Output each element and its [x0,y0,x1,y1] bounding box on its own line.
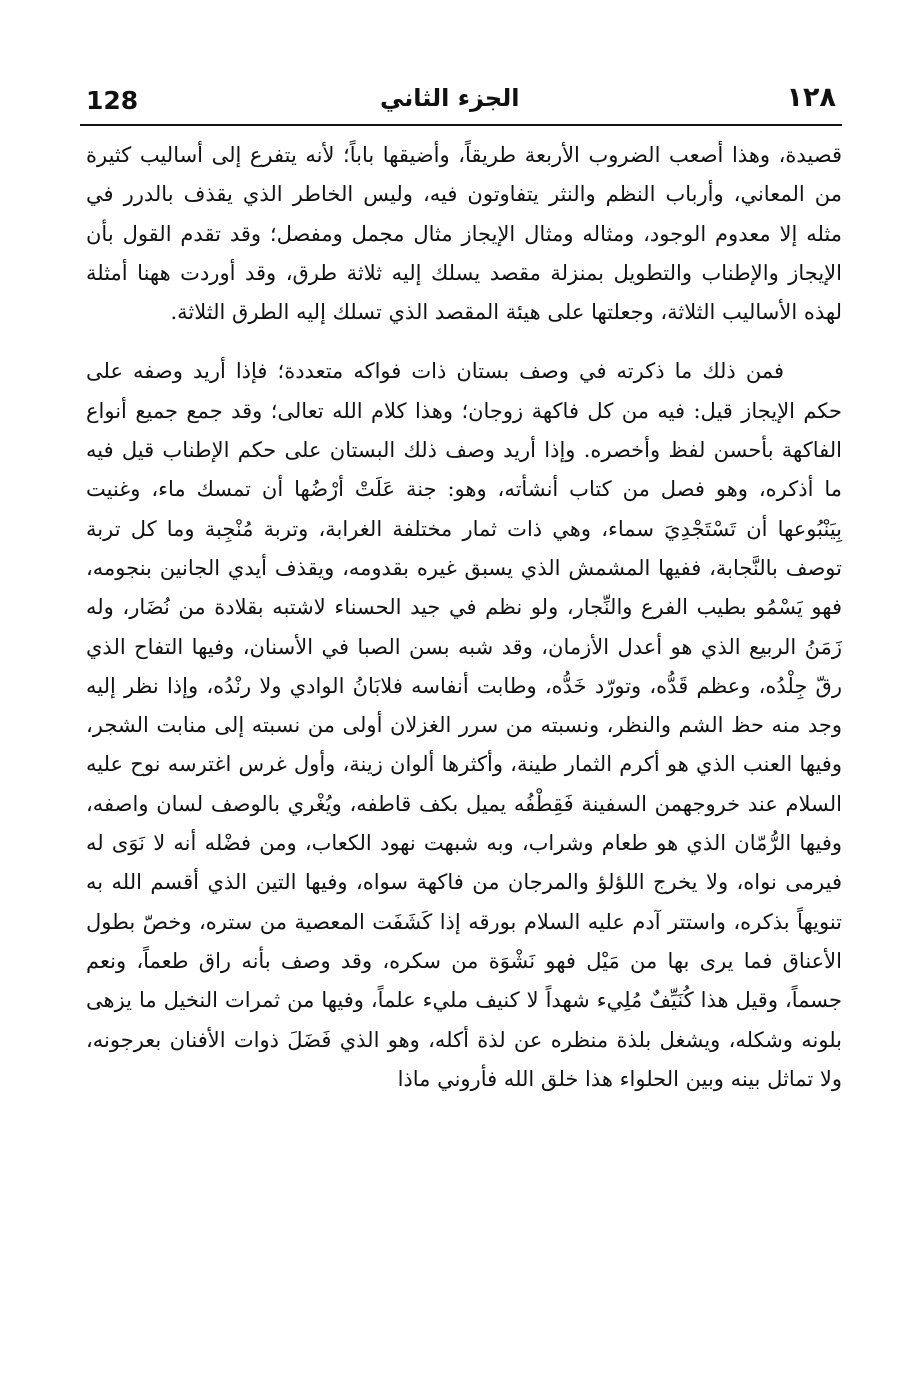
paragraph-garden-description: فمن ذلك ما ذكرته في وصف بستان ذات فواكه متعددة؛ فإذا أريد وصفه على حكم الإيجاز قيل: فيه من كل فاكهة زوجان؛ وهذا كلام الله تعالى؛ وقد جمع جميع أنواع الفاكهة بأحسن لفظ وأخصره. وإذا أريد وصف ذلك البستان على حكم الإطناب قيل فيه ما أذكره، وهو فصل من كتاب أنشأته، وهو: جنة عَلَتْ أرْضُها أن تمسك ماء، وغنيت بِيَنْبُوعها أن تَسْتَجْدِيَ سماء، وهي ذات ثمار مختلفة الغرابة، وتربة مُنْجِبة وما كل تربة توصف بالنَّجابة، ففيها المشمش الذي يسبق غيره بقدومه، ويقذف أيدي الجانين بنجومه، فهو يَسْمُو بطيب الفرع والنِّجار، ولو نظم في جيد الحسناء لاشتبه بقلادة من نُضَار، وله زَمَنُ الربيع الذي هو أعدل الأزمان، وقد شبه بسن الصبا في الأسنان، وفيها التفاح الذي رقّ جِلْدُه، وعظم قَدُّه، وتورّد خَدُّه، وطابت أنفاسه فلابَانُ الوادي ولا رنْدُه، وإذا نظر إليه وجد منه حظ الشم والنظر، ونسبته من سرر الغزلان أولى من نسبته إلى منابت الشجر، وفيها العنب الذي هو أكرم الثمار طينة، وأكثرها ألوان زينة، وأول غرس اغترسه نوح عليه السلام عند خروجهمن السفينة فَقِطْفُه يميل بكف قاطفه، ويُغْري بالوصف لسان واصفه، وفيها الرُّمّان الذي هو طعام وشراب، وبه شبهت نهود الكعاب، ومن فضْله أنه لا نَوَى له فيرمى نواه، ولا يخرج اللؤلؤ والمرجان من فاكهة سواه، وفيها التين الذي أقسم الله به تنويهاً بذكره، واستتر آدم عليه السلام بورقه إذا كَشَفَت المعصية من ستره، وخصّ بطول الأعناق فما يرى بها من مَيْل فهو نَشْوَة من سكره، وقد وصف بأنه راق طعماً، ونعم جسماً، وقيل هذا كُنَيِّفٌ مُلِيء شهداً لا كنيف مليء علماً، وفيها من ثمرات النخيل ما يزهى بلونه وشكله، ويشغل بلذة منظره عن لذة أكله، وهو الذي فَضَلَ ذوات الأفنان بعرجونه، ولا تماثل بينه وبين الحلواء هذا خلق الله فأروني ماذا [86,359,842,1091]
paragraph-continuation: قصيدة، وهذا أصعب الضروب الأربعة طريقاً، وأضيقها باباً؛ لأنه يتفرع إلى أساليب كثيرة من المعاني، وأرباب النظم والنثر يتفاوتون فيه، وليس الخاطر الذي يقذف بالدرر في مثله إلا معدوم الوجود، ومثاله ومثال الإيجاز مثال مجمل ومفصل؛ وقد تقدم القول بأن الإيجاز والإطناب والتطويل بمنزلة مقصد يسلك إليه ثلاثة طرق، وقد أوردت ههنا أمثلة لهذه الأساليب الثلاثة، وجعلتها على هيئة المقصد الذي تسلك إليه الطرق الثلاثة. [86,143,842,325]
page-header [80,82,842,126]
page-number-latin: 128 [86,86,139,115]
page-body [86,136,842,1099]
page-number-arabic: ١٢٨ [786,82,836,113]
running-title: الجزء الثاني [380,84,520,112]
